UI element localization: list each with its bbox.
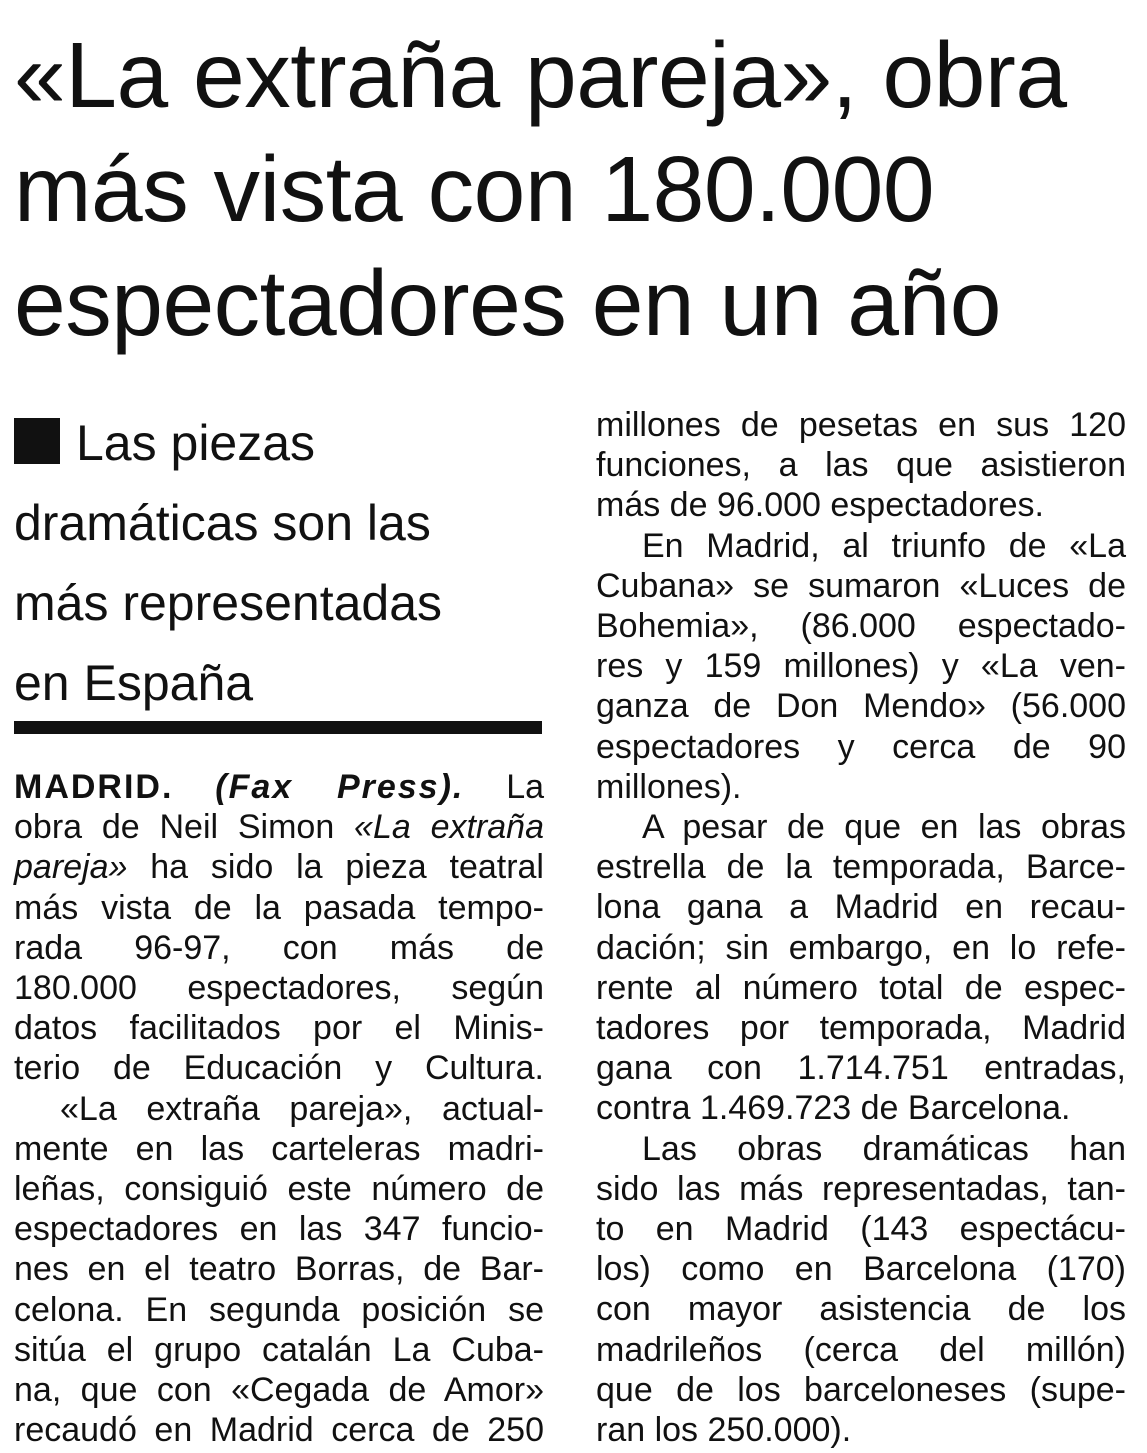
headline-line: más vista con 180.000: [14, 137, 935, 241]
subheadline-line: en España: [14, 655, 254, 711]
body-line: to en Madrid (143 espectácu-: [596, 1210, 1126, 1249]
body-line: ganza de Don Mendo» (56.000: [596, 687, 1126, 726]
body-line: estrella de la temporada, Barce-: [596, 848, 1126, 887]
body-line: millones).: [596, 767, 742, 806]
body-line: terio de Educación y Cultura.: [14, 1049, 544, 1088]
body-line: espectadores en las 347 funcio-: [14, 1210, 544, 1249]
body-text: ha sido la pieza teatral: [150, 848, 544, 887]
body-line: más vista de la pasada tempo-: [14, 888, 544, 927]
body-line: tadores por temporada, Madrid: [596, 1009, 1126, 1048]
work-title: pareja»: [14, 848, 128, 887]
body-line: datos facilitados por el Minis-: [14, 1009, 544, 1048]
body-line: [14, 847, 544, 887]
body-line: rente al número total de espec-: [596, 968, 1126, 1007]
body-line: espectadores y cerca de 90: [596, 727, 1126, 766]
body-line: res y 159 millones) y «La ven-: [596, 647, 1126, 686]
headline: [14, 18, 1139, 360]
headline-line: espectadores en un año: [14, 251, 1001, 355]
body-line: rada 96-97, con más de: [14, 928, 544, 967]
dateline: [14, 767, 544, 807]
body-line: celona. En segunda posición se: [14, 1290, 544, 1329]
subheadline: [14, 403, 554, 723]
subheadline-first-line: [14, 403, 554, 483]
subheadline-line: Las piezas: [76, 415, 316, 471]
body-line: más de 96.000 espectadores.: [596, 486, 1044, 525]
body-text: La: [506, 768, 545, 806]
body-line: na, que con «Cegada de Amor»: [14, 1371, 544, 1410]
body-line: Bohemia», (86.000 espectado-: [596, 607, 1126, 646]
body-line: funciones, a las que asistieron: [596, 446, 1126, 485]
body-text: obra de Neil Simon: [14, 808, 335, 847]
body-line: lona gana a Madrid en recau-: [596, 888, 1126, 927]
body-line: nes en el teatro Borras, de Bar-: [14, 1250, 544, 1289]
square-bullet-icon: [14, 418, 60, 464]
body-line: madrileños (cerca del millón): [596, 1330, 1126, 1369]
article-column-left: [14, 767, 544, 1450]
body-line: recaudó en Madrid cerca de 250: [14, 1411, 544, 1450]
subheadline-line: dramáticas son las: [14, 495, 431, 551]
body-line: Cubana» se sumaron «Luces de: [596, 566, 1126, 605]
divider-rule: [14, 721, 542, 734]
headline-line: «La extraña pareja», obra: [14, 23, 1067, 127]
body-line: dación; sin embargo, en lo refe-: [596, 928, 1126, 967]
body-line: «La extraña pareja», actual-: [60, 1089, 544, 1128]
body-line: sitúa el grupo catalán La Cuba-: [14, 1330, 544, 1369]
body-line: contra 1.469.723 de Barcelona.: [596, 1089, 1071, 1128]
body-line: Las obras dramáticas han: [642, 1129, 1126, 1168]
body-line: 180.000 espectadores, según: [14, 969, 544, 1008]
subheadline-line: más representadas: [14, 575, 443, 631]
body-line: [14, 807, 544, 847]
body-line: con mayor asistencia de los: [596, 1290, 1126, 1329]
body-line: los) como en Barcelona (170): [596, 1250, 1126, 1289]
body-line: A pesar de que en las obras: [642, 808, 1126, 847]
dateline-city: MADRID.: [14, 768, 174, 806]
dateline-agency: (Fax Press).: [215, 768, 465, 806]
work-title: «La extraña: [354, 808, 544, 847]
body-line: sido las más representadas, tan-: [596, 1169, 1126, 1208]
body-line: ran los 250.000).: [596, 1411, 852, 1450]
body-line: gana con 1.714.751 entradas,: [596, 1049, 1126, 1088]
body-line: En Madrid, al triunfo de «La: [642, 526, 1126, 565]
body-line: leñas, consiguió este número de: [14, 1170, 544, 1209]
body-line: que de los barceloneses (supe-: [596, 1370, 1126, 1409]
body-line: mente en las carteleras madri-: [14, 1129, 544, 1168]
article-column-right: [596, 405, 1126, 1450]
body-line: millones de pesetas en sus 120: [596, 406, 1126, 444]
